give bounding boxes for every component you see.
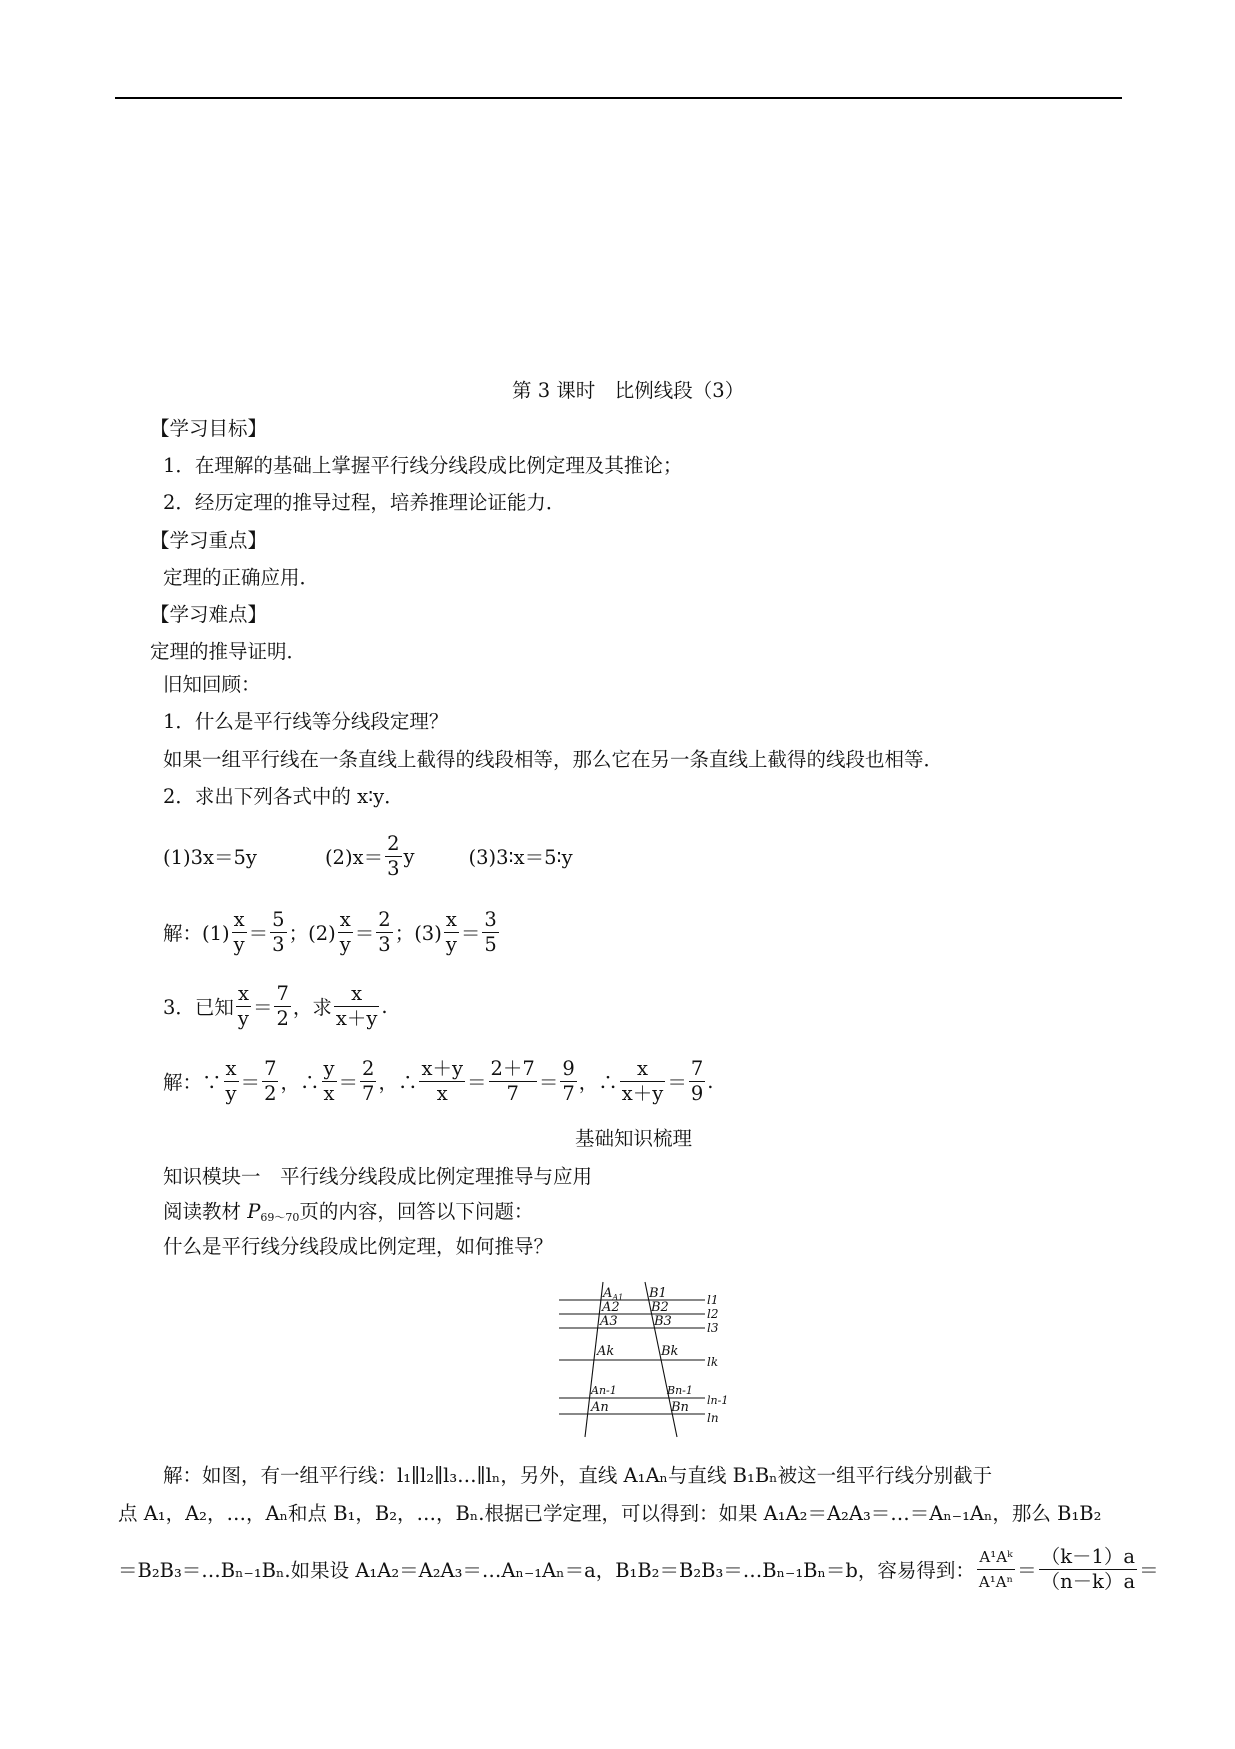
q2-item-2b: y bbox=[403, 844, 415, 868]
s2-f3 bbox=[444, 908, 459, 957]
goal-1: 1．在理解的基础上掌握平行线分线段成比例定理及其推论； bbox=[163, 454, 683, 477]
s2-f2-num: x bbox=[338, 908, 353, 933]
q2-frac-den: 3 bbox=[387, 856, 400, 880]
q3-f1 bbox=[236, 982, 251, 1031]
sol-line3-text: ＝B₂B₃＝…Bₙ₋₁Bₙ.如果设 A₁A₂＝A₂A₃＝…Aₙ₋₁Aₙ＝a，B₁B₂＝B₂B₃＝…Bₙ₋₁Bₙ＝b，容易得到： bbox=[118, 1559, 975, 1582]
sol-eq: ＝ bbox=[1017, 1559, 1037, 1582]
module-heading: 知识模块一 平行线分线段成比例定理推导与应用 bbox=[163, 1165, 593, 1188]
q3-v bbox=[274, 982, 290, 1031]
label-An bbox=[590, 1400, 609, 1415]
q3-f1-den: y bbox=[237, 1006, 249, 1030]
focus-text: 定理的正确应用． bbox=[163, 566, 320, 589]
parallel-lines-diagram bbox=[555, 1280, 735, 1445]
q2-fraction bbox=[385, 832, 401, 881]
label-lk bbox=[707, 1355, 718, 1369]
sol-frac-2-den: （n－k）a bbox=[1040, 1569, 1136, 1593]
label-An1-text: An-1 bbox=[591, 1384, 617, 1397]
s3-c-den: x bbox=[323, 1081, 335, 1105]
label-A2 bbox=[601, 1300, 620, 1315]
read-page-range: 69～70 bbox=[260, 1211, 300, 1224]
q2-item-3: (3)3∶x＝5∶y bbox=[468, 846, 573, 869]
s3-h bbox=[620, 1057, 666, 1106]
s3-e bbox=[419, 1057, 465, 1106]
question-3 bbox=[163, 976, 388, 1036]
q2-item-1: (1)3x＝5y bbox=[163, 846, 257, 869]
s3-jie: 解：∵ bbox=[163, 1071, 222, 1094]
s2-eq2: ＝ bbox=[354, 922, 375, 945]
label-A1: $A_{A1}$ bbox=[603, 1286, 624, 1302]
label-B1 bbox=[648, 1286, 667, 1301]
q3-f1-num: x bbox=[236, 982, 251, 1007]
solution-3 bbox=[163, 1051, 713, 1111]
answer-1: 如果一组平行线在一条直线上截得的线段相等，那么它在另一条直线上截得的线段也相等． bbox=[163, 748, 944, 771]
s3-c-num: y bbox=[323, 1056, 335, 1080]
s2-v1-num: 5 bbox=[272, 907, 285, 931]
s3-i-den: 9 bbox=[690, 1081, 704, 1105]
q3-end: . bbox=[381, 994, 388, 1018]
s3-a-den: y bbox=[225, 1081, 237, 1105]
s3-eq4: ＝ bbox=[538, 1071, 559, 1094]
label-ln1 bbox=[707, 1394, 728, 1407]
label-ln1-text: ln-1 bbox=[707, 1394, 729, 1407]
label-lk-text: lk bbox=[707, 1355, 719, 1369]
sol-frac-2-num: （k－1）a bbox=[1039, 1545, 1138, 1570]
sol-frac-1 bbox=[977, 1545, 1015, 1594]
label-A1-text: A1 bbox=[612, 1293, 624, 1302]
label-B2-text: B2 bbox=[651, 1300, 669, 1315]
q2-frac-num: 2 bbox=[387, 831, 400, 855]
label-B1-text: B1 bbox=[649, 1286, 667, 1301]
heading-focus: 【学习重点】 bbox=[150, 529, 268, 552]
header-rule bbox=[115, 97, 1122, 99]
label-l1-text: l1 bbox=[707, 1293, 719, 1307]
s3-h-num: x bbox=[620, 1057, 666, 1082]
s3-e-den: x bbox=[436, 1081, 448, 1105]
s3-d-den: 7 bbox=[362, 1081, 375, 1105]
label-An-text: An bbox=[591, 1400, 609, 1415]
label-Bn-text: Bn bbox=[671, 1400, 689, 1415]
s3-i bbox=[689, 1057, 705, 1106]
label-l1 bbox=[707, 1293, 718, 1307]
s2-v3-num: 3 bbox=[484, 907, 497, 931]
review-label: 旧知回顾： bbox=[163, 673, 261, 696]
difficulty-text: 定理的推导证明． bbox=[150, 640, 307, 663]
read-page-symbol: P bbox=[247, 1200, 261, 1223]
s3-f-num: 2＋7 bbox=[490, 1056, 535, 1080]
s3-end: . bbox=[707, 1069, 714, 1093]
s3-f-den: 7 bbox=[506, 1081, 519, 1105]
sol-frac-1-den: A¹Aⁿ bbox=[978, 1572, 1014, 1591]
s3-a-num: x bbox=[224, 1057, 239, 1082]
solution-line-1: 解：如图，有一组平行线：l₁∥l₂∥l₃…∥lₙ，另外，直线 A₁Aₙ与直线 B₁Bₙ被这一组平行线分别截于 bbox=[163, 1464, 993, 1487]
label-A2-text: A2 bbox=[602, 1300, 620, 1315]
s2-sep2: ；(2) bbox=[288, 922, 336, 945]
s3-e-num: x＋y bbox=[421, 1056, 463, 1080]
solution-line-2: 点 A₁，A₂，…，Aₙ和点 B₁，B₂，…，Bₙ.根据已学定理，可以得到：如果 A₁A₂＝A₂A₃＝…＝Aₙ₋₁Aₙ，那么 B₁B₂ bbox=[118, 1502, 1102, 1525]
goal-2: 2．经历定理的推导过程，培养推理论证能力． bbox=[163, 491, 566, 514]
label-B3-text: B3 bbox=[654, 1314, 672, 1329]
label-Bn1 bbox=[666, 1384, 693, 1397]
question-2: 2．求出下列各式中的 x∶y． bbox=[163, 785, 404, 808]
q3-mid: ，求 bbox=[292, 996, 332, 1019]
s3-g-num: 9 bbox=[562, 1056, 575, 1080]
q3-target-num: x bbox=[334, 982, 380, 1007]
label-A3-text: A3 bbox=[600, 1314, 618, 1329]
s3-h-den: x＋y bbox=[621, 1081, 664, 1105]
reading-instruction bbox=[163, 1198, 533, 1232]
s2-v2-num: 2 bbox=[378, 907, 391, 931]
s2-f2-den: y bbox=[339, 932, 351, 956]
q3-v-num: 7 bbox=[276, 981, 289, 1005]
q2-item-2a: (2)x＝ bbox=[324, 846, 384, 869]
s3-b-num: 7 bbox=[264, 1056, 277, 1080]
label-Ak-text: Ak bbox=[597, 1344, 615, 1359]
s3-so1: ，∴ bbox=[280, 1071, 320, 1094]
s2-v3-den: 5 bbox=[484, 932, 497, 956]
s2-v2 bbox=[376, 908, 392, 957]
label-l2-text: l2 bbox=[707, 1307, 719, 1321]
s3-b-den: 2 bbox=[264, 1081, 277, 1105]
label-l2 bbox=[707, 1307, 718, 1321]
label-An1 bbox=[590, 1384, 617, 1397]
s3-f bbox=[489, 1057, 537, 1106]
s2-jie: 解：(1) bbox=[163, 922, 230, 945]
s2-eq1: ＝ bbox=[248, 922, 269, 945]
s2-f3-den: y bbox=[445, 932, 457, 956]
s2-f3-num: x bbox=[444, 908, 459, 933]
label-B3 bbox=[653, 1314, 672, 1329]
q3-eq: ＝ bbox=[252, 996, 273, 1019]
s3-eq2: ＝ bbox=[338, 1071, 359, 1094]
label-Bk-text: Bk bbox=[661, 1344, 679, 1359]
s3-c bbox=[322, 1057, 337, 1106]
sol-frac-2 bbox=[1039, 1545, 1138, 1594]
s3-i-num: 7 bbox=[690, 1056, 704, 1080]
label-l3-text: l3 bbox=[707, 1321, 719, 1335]
theorem-question: 什么是平行线分线段成比例定理，如何推导？ bbox=[163, 1235, 554, 1258]
s2-f1-num: x bbox=[232, 908, 247, 933]
s3-eq5: ＝ bbox=[667, 1071, 687, 1094]
q2-items bbox=[163, 826, 573, 886]
label-ln bbox=[707, 1411, 719, 1425]
s2-f1 bbox=[232, 908, 247, 957]
s2-v1 bbox=[270, 908, 286, 957]
s2-f1-den: y bbox=[233, 932, 245, 956]
label-B2 bbox=[650, 1300, 669, 1315]
label-l3 bbox=[707, 1321, 719, 1335]
solution-2 bbox=[163, 902, 501, 962]
label-Bk bbox=[660, 1344, 679, 1359]
s2-v2-den: 3 bbox=[378, 932, 391, 956]
s3-d bbox=[360, 1057, 376, 1106]
page-title: 第 3 课时 比例线段（3） bbox=[512, 379, 745, 402]
label-ln-text: ln bbox=[707, 1411, 719, 1425]
s3-so2: ，∴ bbox=[378, 1071, 418, 1094]
s3-eq1: ＝ bbox=[240, 1071, 261, 1094]
read-pre: 阅读教材 bbox=[163, 1200, 242, 1223]
s2-f2 bbox=[338, 908, 353, 957]
s2-eq3: ＝ bbox=[460, 922, 481, 945]
s3-eq3: ＝ bbox=[467, 1071, 487, 1094]
question-1: 1．什么是平行线等分线段定理？ bbox=[163, 710, 449, 733]
heading-difficulty: 【学习难点】 bbox=[150, 603, 268, 626]
s2-sep3: ；(3) bbox=[394, 922, 442, 945]
q3-target-den: x＋y bbox=[335, 1006, 378, 1030]
heading-goals: 【学习目标】 bbox=[150, 417, 268, 440]
label-Bn bbox=[670, 1400, 689, 1415]
s3-b bbox=[262, 1057, 278, 1106]
label-Ak bbox=[596, 1344, 614, 1359]
s3-g bbox=[560, 1057, 576, 1106]
s2-v3 bbox=[482, 908, 498, 957]
q3-pre: 3．已知 bbox=[163, 996, 234, 1019]
label-Bn1-text: Bn-1 bbox=[667, 1384, 693, 1397]
sol-frac-1-num: A¹Aᵏ bbox=[977, 1545, 1015, 1570]
read-post: 页的内容，回答以下问题： bbox=[299, 1200, 534, 1223]
section-heading: 基础知识梳理 bbox=[575, 1127, 693, 1150]
q3-v-den: 2 bbox=[276, 1006, 289, 1030]
s3-g-den: 7 bbox=[562, 1081, 575, 1105]
sol-tail: ＝ bbox=[1139, 1559, 1159, 1582]
q3-target bbox=[334, 982, 380, 1031]
s3-a bbox=[224, 1057, 239, 1106]
solution-line-3 bbox=[118, 1538, 1159, 1600]
label-A3 bbox=[599, 1314, 618, 1329]
s3-so3: ，∴ bbox=[578, 1071, 618, 1094]
s3-d-num: 2 bbox=[362, 1056, 375, 1080]
s2-v1-den: 3 bbox=[272, 932, 285, 956]
